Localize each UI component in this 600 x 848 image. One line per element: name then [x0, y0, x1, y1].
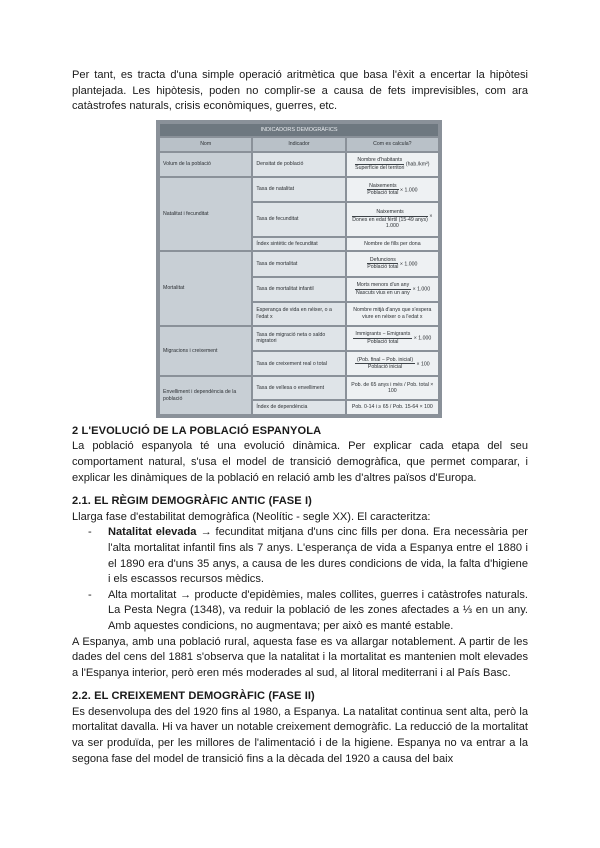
fraction-denominator: Dones en edat fèrtil (15-49 anys) [352, 216, 428, 223]
indicator-cell: Taxa de mortalitat infantil [253, 278, 344, 301]
table-row [160, 178, 438, 201]
calc-cell [347, 178, 438, 201]
table-row [160, 153, 438, 176]
calc-cell [347, 303, 438, 325]
calc-cell [347, 238, 438, 250]
fraction-denominator: Població total [367, 264, 399, 271]
indicator-cell: Índex sintètic de fecunditat [253, 238, 344, 250]
list-item [72, 588, 528, 635]
calc-tail: Nombre mitjà d'anys que s'espera viure en néixer o a l'edat x [353, 307, 432, 320]
section-2-1-title: 2.1. EL RÈGIM DEMOGRÀFIC ANTIC (FASE I) [72, 495, 312, 508]
section-2-1-list [72, 525, 528, 634]
calc-cell [347, 252, 438, 275]
col-header-indicator: Indicador [253, 138, 344, 150]
indicator-cell: Taxa de mortalitat [253, 252, 344, 275]
calc-cell [347, 377, 438, 399]
calc-tail: Pob. de 65 anys i més / Pob. total × 100 [351, 381, 434, 395]
table-title: INDICADORS DEMOGRÀFICS [160, 124, 438, 136]
indicator-cell: Taxa de natalitat [253, 178, 344, 201]
section-2-2-title: 2.2. EL CREIXEMENT DEMOGRÀFIC (FASE II) [72, 690, 315, 703]
calc-cell [347, 278, 438, 301]
fraction [355, 157, 404, 171]
col-header-calc: Com es calcula? [347, 138, 438, 150]
group-name-cell: Mortalitat [160, 252, 251, 324]
calc-tail: × 1.000 [400, 186, 418, 193]
fraction-numerator: Naixements [369, 182, 397, 189]
table-row [160, 377, 438, 399]
table-row [160, 327, 438, 350]
indicator-cell: Taxa de creixement real o total [253, 352, 344, 375]
calc-tail: × 1.000 [412, 286, 431, 293]
calc-tail: Pob. 0-14 i ≥ 65 / Pob. 15-64 × 100 [351, 404, 433, 411]
list-item-text: → fecunditat mitjana d'uns cinc fills per dona. Era necessària per l'alta mortalitat infantil fins als 7 anys. L'esperança de vida a Espanya entre el 1880 i el 1890 era d'uns 35 anys, a causa de les dures condicions de vida, la falta d'higiene i els escassos recursos mèdics. [108, 526, 528, 586]
fraction-numerator: Naixements [352, 209, 428, 217]
section-2-2-body: Es desenvolupa des del 1920 fins al 1980, a Espanya. La natalitat continua sent alta, però la mortalitat davalla. Hi va haver un notable creixement demogràfic. La reducció de la mortalitat va ser produïda, per les millores de l'alimentació i de la higiene. Espanya no va entrar a la segona fase del model de transició fins a la dècada del 1920 a causa del baix [72, 705, 528, 765]
fraction [353, 331, 412, 345]
indicator-cell: Índex de dependència [253, 401, 344, 413]
calc-tail: × 1.000 [385, 213, 433, 230]
calc-cell [347, 352, 438, 375]
fraction-denominator: Superfície del territori [355, 164, 405, 171]
section-2-body: La població espanyola té una evolució dinàmica. Per explicar cada etapa del seu comportament natural, s'usa el model de transició demogràfica, que permet comparar, i explicar les dinàmiques de la població en relació amb les d'altres països d'Europa. [72, 440, 528, 484]
calc-tail: × 1.000 [399, 261, 418, 268]
group-name-cell: Envelliment i dependència de la població [160, 377, 251, 413]
fraction-denominator: Població total [367, 190, 399, 196]
fraction [352, 209, 428, 223]
fraction-denominator: Població total [367, 338, 399, 345]
demographic-indicators-table-image [156, 120, 442, 418]
fraction-denominator: Nascuts vius en un any [356, 289, 410, 296]
section-2-1-closing: A Espanya, amb una població rural, aquesta fase es va allargar notablement. A partir de les dades del cens del 1881 s'observa que la natalitat i la mortalitat es mantenien molt elevades a l'Espanya interior, però eren més moderades al sud, al litoral mediterrani i al País Basc. [72, 635, 528, 679]
calc-cell [347, 401, 438, 413]
indicator-cell: Taxa de fecunditat [253, 203, 344, 236]
group-name-cell: Volum de la població [160, 153, 251, 176]
section-2-1-lead: Llarga fase d'estabilitat demogràfica (Neolític - segle XX). El caracteritza: [72, 510, 431, 523]
calc-tail: × 100 [416, 361, 430, 368]
fraction-numerator: (Pob. final − Pob. inicial) [356, 356, 414, 363]
bold-term: Natalitat elevada [108, 526, 197, 539]
fraction-numerator: Defuncions [367, 257, 398, 265]
calc-cell [347, 153, 438, 176]
calc-cell [347, 203, 438, 236]
list-item [72, 525, 528, 587]
section-2-title: 2 L'EVOLUCIÓ DE LA POBLACIÓ ESPANYOLA [72, 424, 322, 437]
calc-tail: × 1.000 [413, 335, 432, 342]
indicators-table [158, 122, 440, 416]
list-item-text: Alta mortalitat → producte d'epidèmies, males collites, guerres i catàstrofes naturals. La Pesta Negra (1348), va reduir la població de les zones afectades a ⅓ en un any. Amb aquestes condicions, no augmentava; per això es manté estable. [108, 588, 528, 632]
calc-tail: (hab./km²) [405, 161, 430, 168]
col-header-name: Nom [160, 138, 251, 150]
fraction [367, 183, 398, 197]
indicator-cell: Taxa de migració neta o saldo migratori [253, 327, 344, 350]
fraction-numerator: Morts menors d'un any [356, 282, 410, 289]
calc-cell [347, 327, 438, 350]
fraction-denominator: Població inicial [367, 364, 403, 371]
fraction [367, 257, 398, 271]
fraction-numerator: Immigrants − Emigrants [355, 331, 411, 338]
fraction-numerator: Nombre d'habitants [355, 157, 404, 165]
fraction [355, 357, 415, 371]
document-page [72, 68, 528, 767]
indicator-cell: Taxa de vellesa o envelliment [253, 377, 344, 399]
intro-paragraph: Per tant, es tracta d'una simple operació aritmètica que basa l'èxit a encertar la hipòtesi plantejada. Les hipòtesis, poden no complir-se a causa de fets imprevisibles, com ara catàstrofes naturals, crisis econòmiques, guerres, etc. [72, 69, 528, 113]
calc-tail: Nombre de fills per dona [364, 240, 421, 247]
indicator-cell: Esperança de vida en néixer, o a l'edat x [253, 303, 344, 325]
fraction [355, 282, 412, 296]
group-name-cell: Natalitat i fecunditat [160, 178, 251, 250]
table-row [160, 252, 438, 275]
group-name-cell: Migracions i creixement [160, 327, 251, 376]
indicator-cell: Densitat de població [253, 153, 344, 176]
